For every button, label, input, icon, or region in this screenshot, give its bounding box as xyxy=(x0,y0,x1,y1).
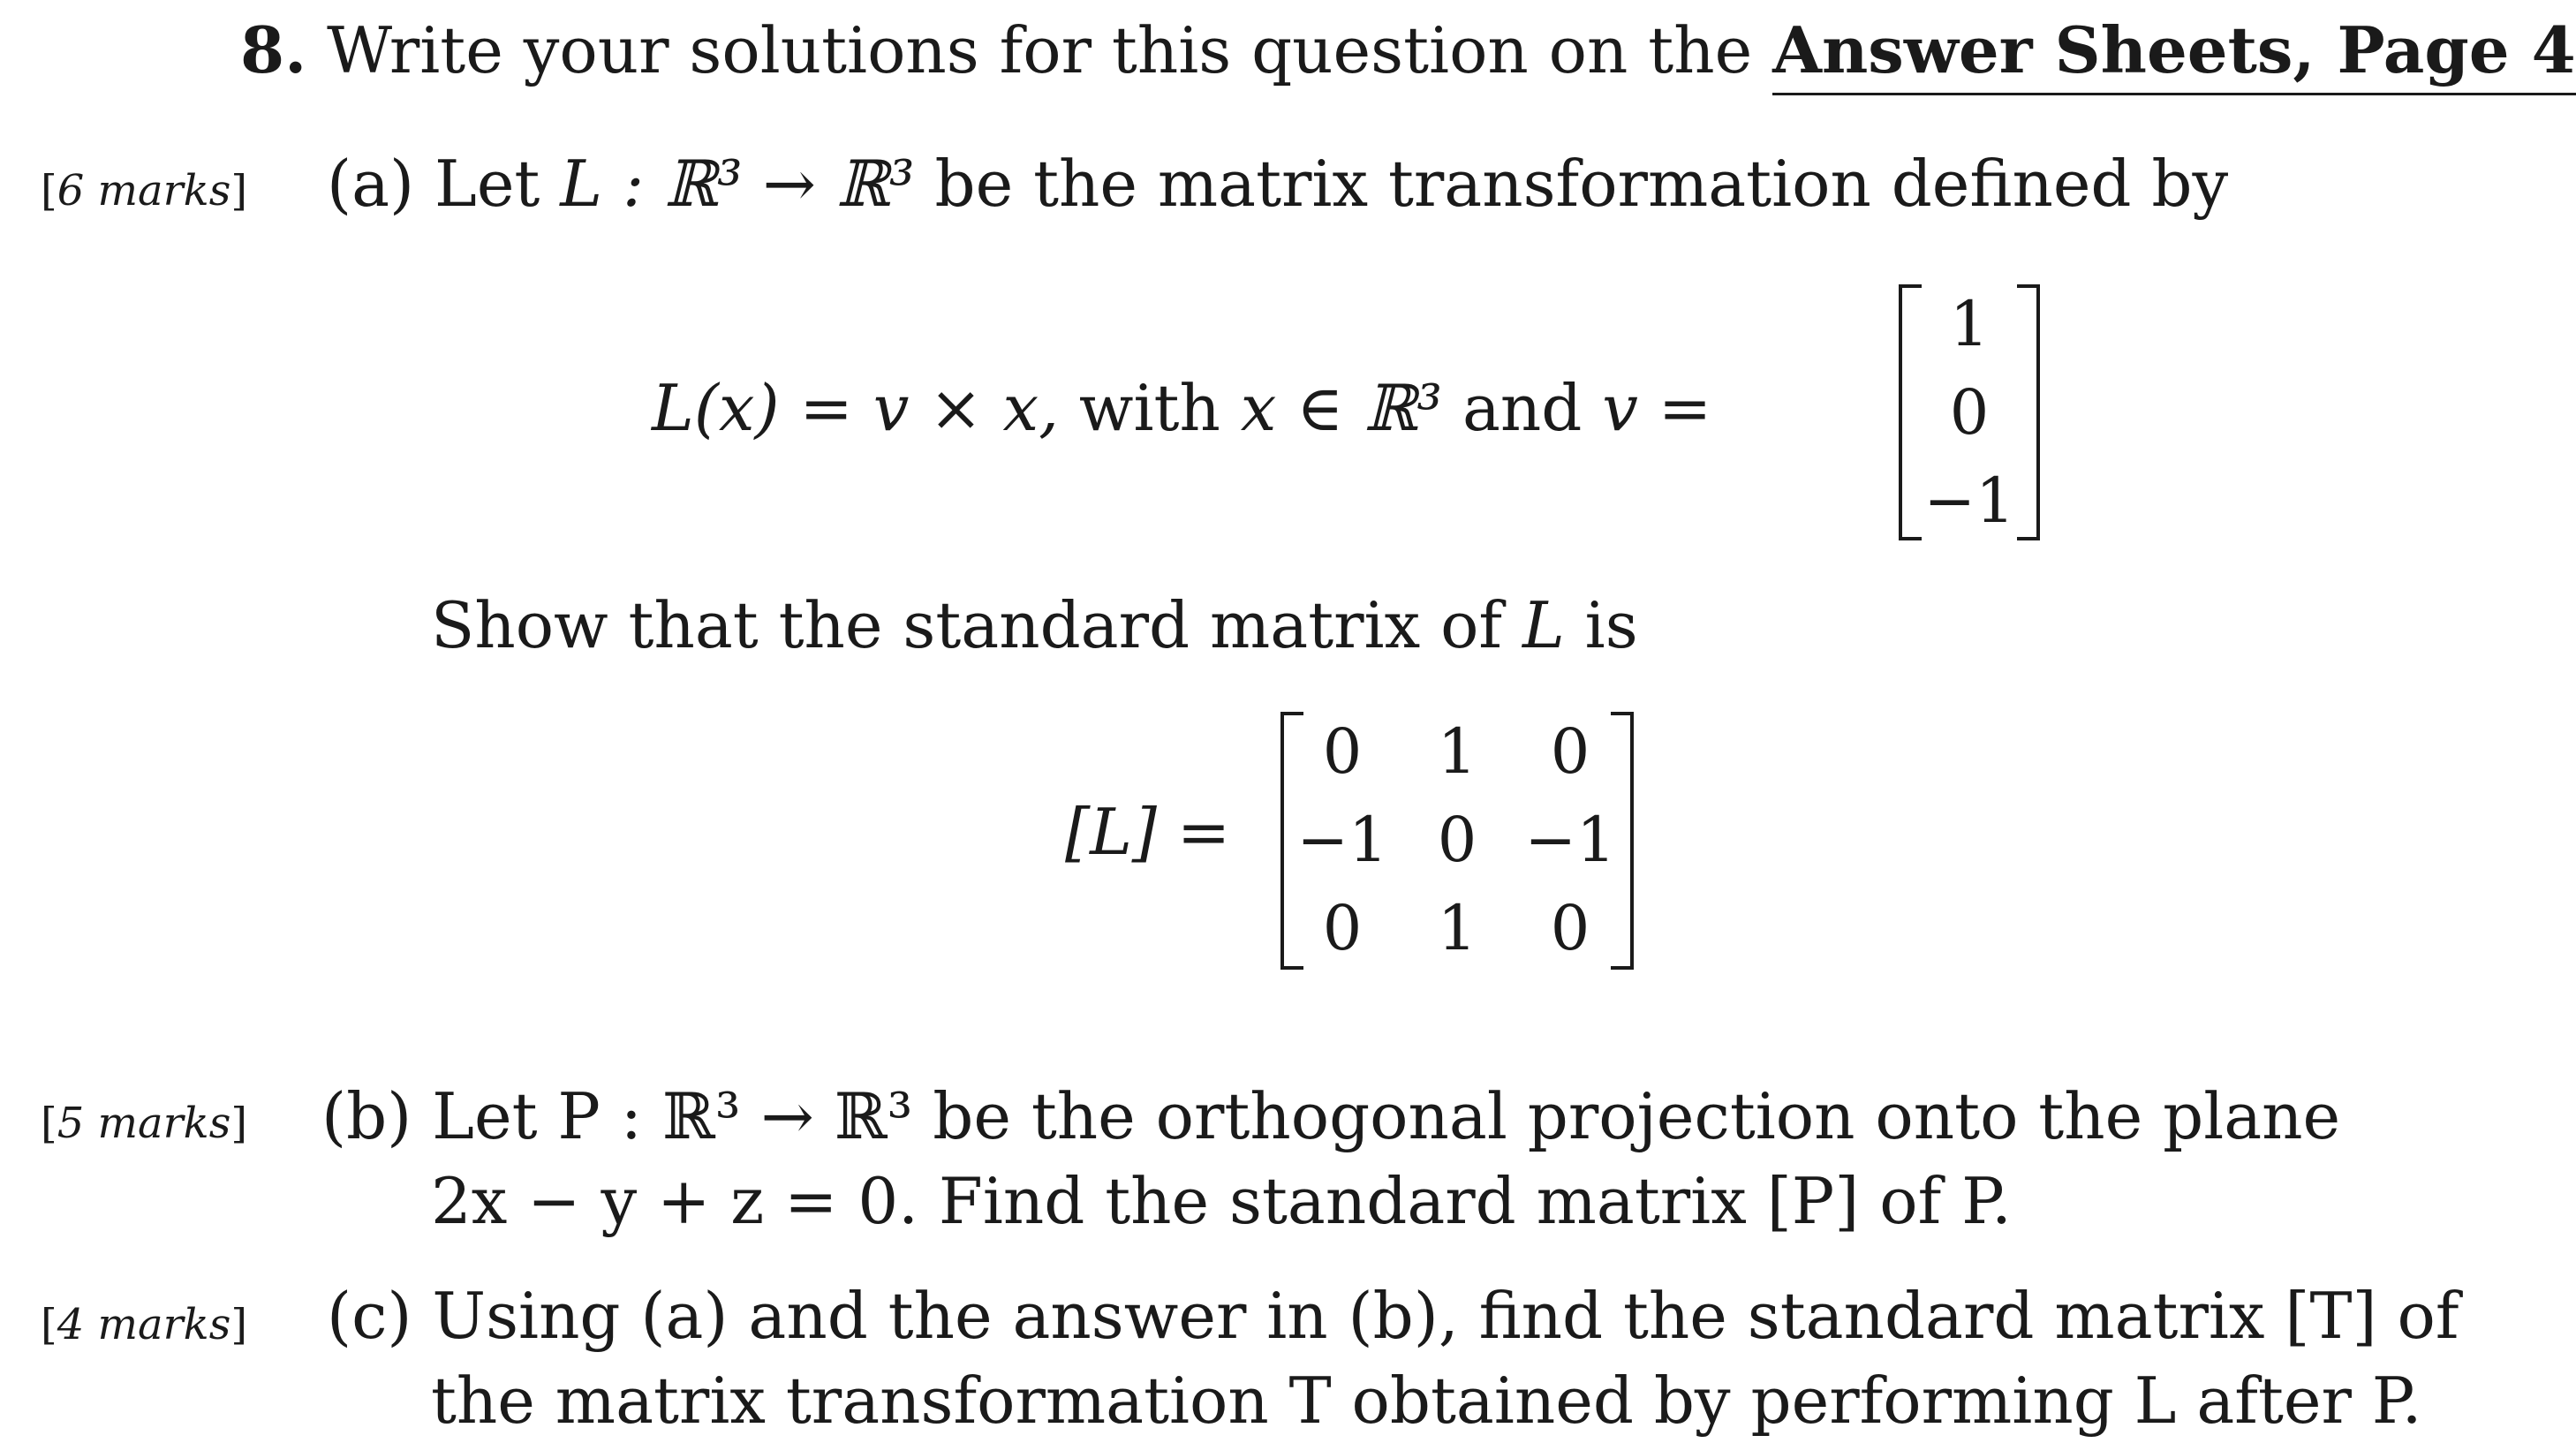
marks-part-a: [6 marks] xyxy=(41,166,248,215)
matrix-cell: −1 xyxy=(1524,804,1616,876)
part-b-label: (b) xyxy=(321,1079,412,1153)
L-matrix-label: [L] = xyxy=(1065,795,1231,869)
matrix-cell: 0 xyxy=(1437,804,1477,876)
question-header xyxy=(240,12,2576,87)
part-c-label: (c) xyxy=(327,1279,412,1353)
v-entry: 0 xyxy=(1949,376,1990,449)
matrix-cell: 0 xyxy=(1550,892,1590,964)
part-c-line-2: the matrix transformation T obtained by performing L after P. xyxy=(431,1364,2422,1438)
matrix-cell: 0 xyxy=(1322,892,1363,964)
definition-lhs: L(x) = v × x, xyxy=(652,371,1059,445)
matrix-cell: 0 xyxy=(1550,715,1590,788)
part-c-line-1: (c) Using (a) and the answer in (b), find the standard matrix [T] of xyxy=(327,1279,2459,1353)
part-b-line-1: (b) Let P : ℝ³ → ℝ³ be the orthogonal projection onto the plane xyxy=(321,1079,2341,1153)
v-entry: 1 xyxy=(1949,288,1990,360)
v-entry: −1 xyxy=(1923,465,2015,537)
matrix-cell: 0 xyxy=(1322,715,1363,788)
answer-sheet-reference: Answer Sheets, Page 4 xyxy=(1772,12,2576,95)
matrix-cell: 1 xyxy=(1437,892,1477,964)
matrix-cell: −1 xyxy=(1296,804,1388,876)
matrix-cell: 1 xyxy=(1437,715,1477,788)
L-standard-matrix xyxy=(1280,712,1634,970)
definition-domain: x ∈ ℝ³ xyxy=(1240,371,1443,445)
transformation-definition: L(x) = v × x, with x ∈ ℝ³ and v = xyxy=(652,371,1712,445)
map-L: L : ℝ³ → ℝ³ xyxy=(560,147,915,221)
v-vector xyxy=(1899,284,2040,540)
part-b-line-2: 2x − y + z = 0. Find the standard matrix [P] of P. xyxy=(431,1164,2012,1238)
question-number: 8. xyxy=(240,12,307,87)
marks-part-c: [4 marks] xyxy=(41,1300,248,1349)
marks-part-b: [5 marks] xyxy=(41,1099,248,1148)
definition-v: v = xyxy=(1602,371,1712,445)
show-statement: Show that the standard matrix of L is xyxy=(431,588,1638,662)
part-a-label: (a) xyxy=(327,147,415,221)
part-a-intro: (a) Let L : ℝ³ → ℝ³ be the matrix transformation defined by xyxy=(327,147,2229,221)
question-instruction: Write your solutions for this question on the xyxy=(327,13,1753,87)
